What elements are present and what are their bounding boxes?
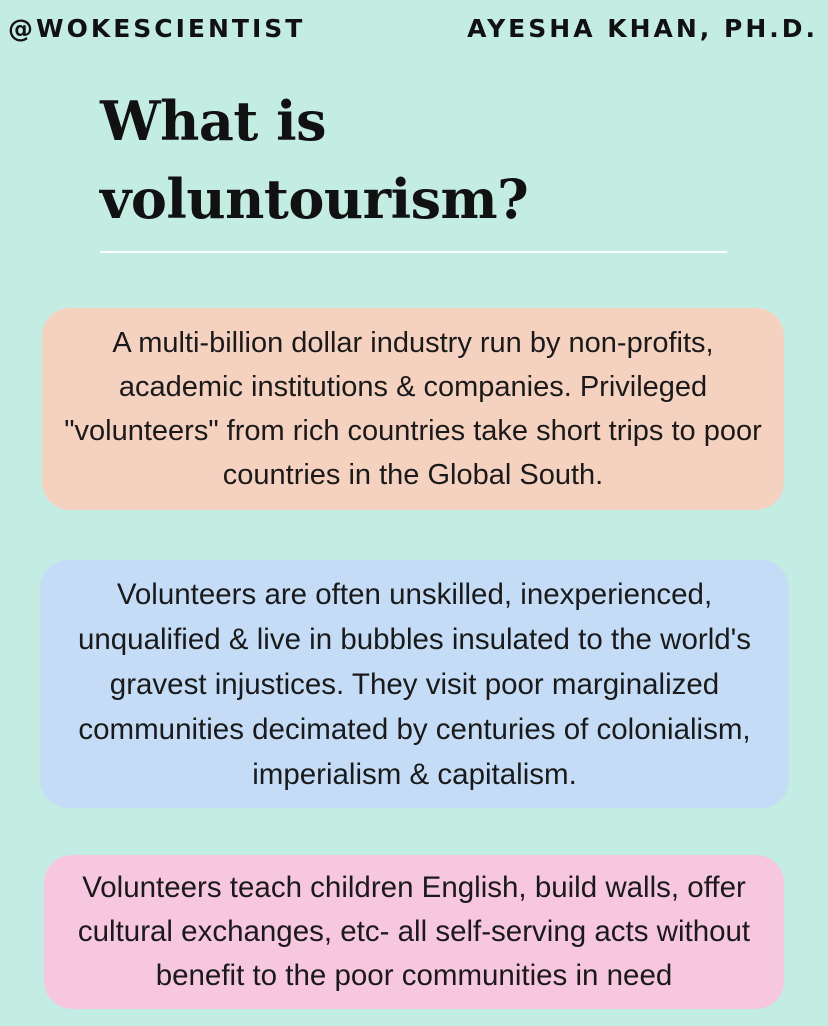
title-divider bbox=[100, 251, 727, 253]
header-author: AYESHA KHAN, PH.D. bbox=[467, 14, 818, 43]
definition-card-text: A multi-billion dollar industry run by non-profits, academic institutions & companies. Privileged "volunteers" from rich countries take short trips to poor countries in the Global South. bbox=[64, 327, 762, 491]
definition-card bbox=[42, 308, 784, 510]
activities-card bbox=[44, 855, 784, 1009]
page-title-line-1: What is bbox=[100, 89, 327, 153]
activities-card-text: Volunteers teach children English, build walls, offer cultural exchanges, etc- all self-serving acts without benefit to the poor communities in need bbox=[77, 871, 751, 992]
header-handle: @WOKESCIENTIST bbox=[8, 14, 306, 43]
page-title bbox=[100, 82, 720, 238]
volunteers-card bbox=[40, 560, 789, 808]
volunteers-card-text: Volunteers are often unskilled, inexperienced, unqualified & live in bubbles insulated to the world's gravest injustices. They visit poor marginalized communities decimated by centuries of colonialism, imperialism & capitalism. bbox=[77, 577, 752, 791]
page-title-line-2: voluntourism? bbox=[100, 167, 529, 231]
